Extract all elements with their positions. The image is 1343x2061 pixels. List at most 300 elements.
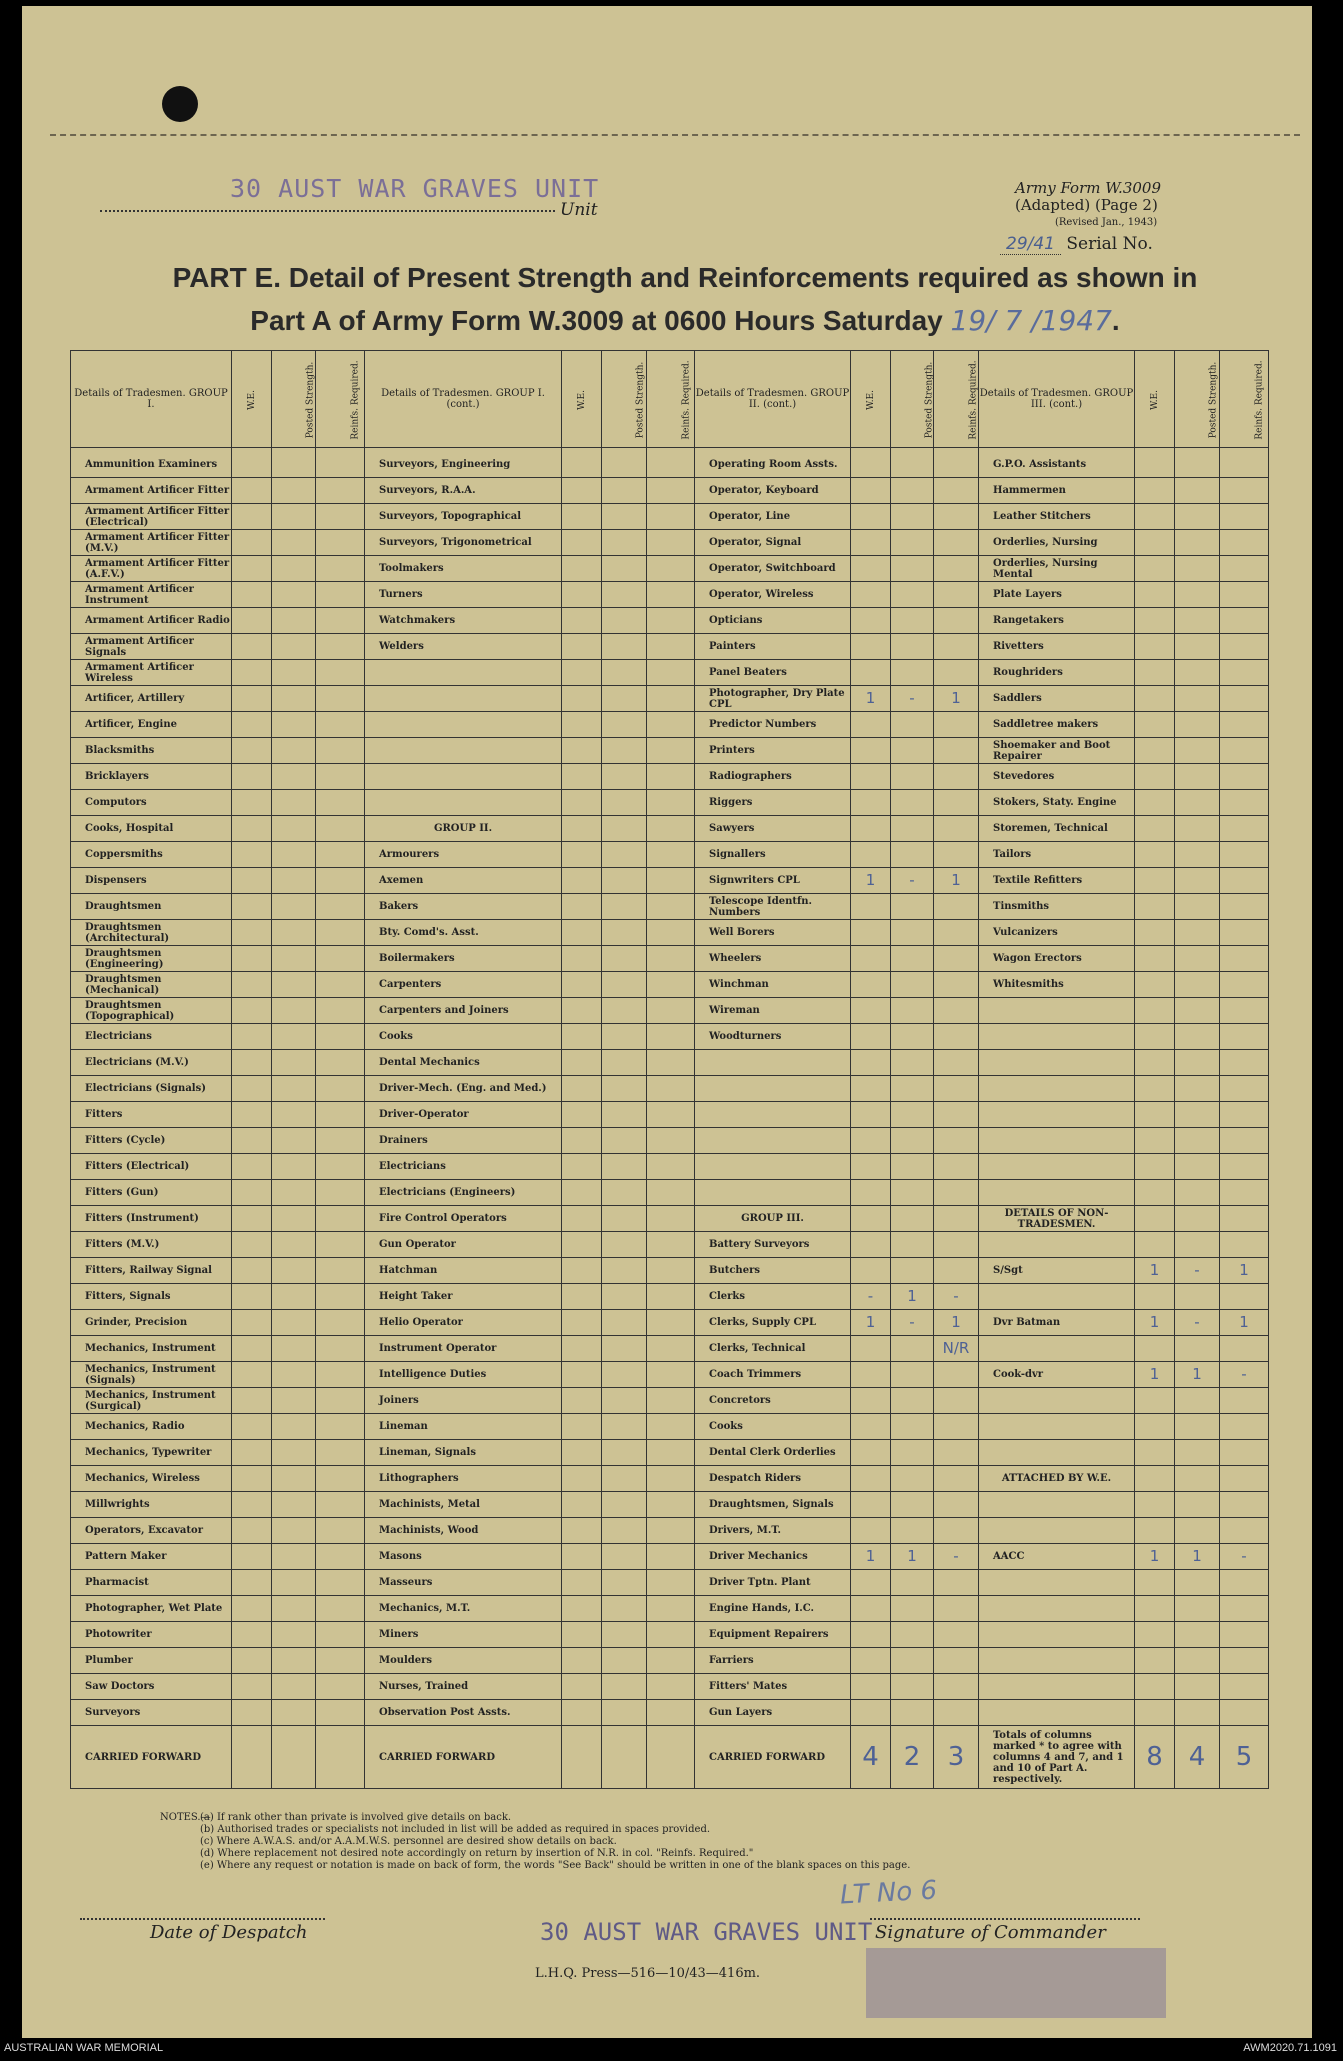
blank-cell xyxy=(562,1414,602,1440)
group-3-cont-trade: S/Sgt xyxy=(979,1258,1135,1284)
cf-we: 4 xyxy=(851,1726,891,1789)
g2-reinfs xyxy=(934,504,979,530)
g2-posted xyxy=(891,1232,934,1258)
g2-posted xyxy=(891,972,934,998)
g2-posted xyxy=(891,660,934,686)
group-3-cont-trade: Cook-dvr xyxy=(979,1362,1135,1388)
g2-posted: - xyxy=(891,868,934,894)
g2-posted xyxy=(891,1466,934,1492)
blank-cell xyxy=(602,1492,647,1518)
blank-cell xyxy=(647,1050,695,1076)
blank-cell xyxy=(232,1648,272,1674)
blank-cell xyxy=(272,712,316,738)
g2-we xyxy=(851,1336,891,1362)
blank-cell xyxy=(647,920,695,946)
group-1-trade: Mechanics, Instrument xyxy=(71,1336,232,1362)
group-3-cont-trade: Tailors xyxy=(979,842,1135,868)
group-1-trade: Fitters (Electrical) xyxy=(71,1154,232,1180)
blank-cell xyxy=(602,894,647,920)
g3-reinfs xyxy=(1220,1154,1269,1180)
g2-reinfs xyxy=(934,1622,979,1648)
total-reinfs: 5 xyxy=(1220,1726,1269,1789)
blank-cell xyxy=(316,1258,365,1284)
blank-cell xyxy=(602,1596,647,1622)
group-2-cont-trade: Opticians xyxy=(695,608,851,634)
g2-reinfs xyxy=(934,660,979,686)
blank-cell xyxy=(232,1674,272,1700)
blank-cell xyxy=(602,1362,647,1388)
group-3-cont-trade: Leather Stitchers xyxy=(979,504,1135,530)
blank-cell xyxy=(562,556,602,582)
g2-reinfs: N/R xyxy=(934,1336,979,1362)
g2-reinfs xyxy=(934,1076,979,1102)
note-b: (b) Authorised trades or specialists not included in list will be added as required in spaces provided. xyxy=(200,1824,711,1835)
group-3-cont-trade xyxy=(979,1336,1135,1362)
group-2-cont-trade: Photographer, Dry Plate CPL xyxy=(695,686,851,712)
blank-cell xyxy=(602,1414,647,1440)
g2-we xyxy=(851,920,891,946)
blank-cell xyxy=(272,1076,316,1102)
blank-cell xyxy=(562,868,602,894)
blank-cell xyxy=(602,556,647,582)
group-1-cont-trade: Fire Control Operators xyxy=(365,1206,562,1232)
blank-cell xyxy=(316,868,365,894)
g3-we xyxy=(1135,660,1175,686)
blank-cell xyxy=(232,1362,272,1388)
g2-reinfs xyxy=(934,790,979,816)
group-1-cont-trade: Carpenters xyxy=(365,972,562,998)
group-1-trade: Fitters, Railway Signal xyxy=(71,1258,232,1284)
header-we: W.E. xyxy=(232,351,272,448)
blank-cell xyxy=(562,920,602,946)
group-2-cont-trade: Fitters' Mates xyxy=(695,1674,851,1700)
group-1-cont-trade: Hatchman xyxy=(365,1258,562,1284)
blank-cell xyxy=(316,1284,365,1310)
g2-we xyxy=(851,530,891,556)
group-3-cont-trade xyxy=(979,1440,1135,1466)
blank-cell xyxy=(562,1310,602,1336)
blank-cell xyxy=(272,1674,316,1700)
header-reinfs: Reinfs. Required. xyxy=(934,351,979,448)
group-2-cont-trade: Equipment Repairers xyxy=(695,1622,851,1648)
group-2-cont-trade: Well Borers xyxy=(695,920,851,946)
table-row xyxy=(71,1336,1269,1362)
group-1-trade: Draughtsmen xyxy=(71,894,232,920)
group-2-cont-trade: Operator, Signal xyxy=(695,530,851,556)
g3-reinfs xyxy=(1220,686,1269,712)
g2-reinfs xyxy=(934,998,979,1024)
group-1-cont-trade xyxy=(365,660,562,686)
g3-posted xyxy=(1175,1024,1220,1050)
g3-reinfs xyxy=(1220,1284,1269,1310)
g3-we xyxy=(1135,1492,1175,1518)
group-2-cont-trade: Dental Clerk Orderlies xyxy=(695,1440,851,1466)
header-we: W.E. xyxy=(851,351,891,448)
blank-cell xyxy=(647,764,695,790)
g3-posted xyxy=(1175,1414,1220,1440)
blank-cell xyxy=(272,738,316,764)
g3-reinfs xyxy=(1220,738,1269,764)
group-1-trade: Mechanics, Instrument (Signals) xyxy=(71,1362,232,1388)
blank-cell xyxy=(272,1310,316,1336)
g2-we xyxy=(851,1622,891,1648)
blank-cell xyxy=(602,712,647,738)
serial-number xyxy=(1000,234,1153,254)
blank-cell xyxy=(272,1154,316,1180)
g2-posted xyxy=(891,1102,934,1128)
blank-cell xyxy=(272,946,316,972)
g3-posted xyxy=(1175,478,1220,504)
group-2-cont-trade: Gun Layers xyxy=(695,1700,851,1726)
group-1-trade: Fitters (M.V.) xyxy=(71,1232,232,1258)
group-1-cont-trade: Armourers xyxy=(365,842,562,868)
blank-cell xyxy=(272,686,316,712)
g3-reinfs xyxy=(1220,504,1269,530)
blank-cell xyxy=(232,998,272,1024)
blank-cell xyxy=(647,1622,695,1648)
group-1-trade: Fitters (Gun) xyxy=(71,1180,232,1206)
group-1-cont-trade: Mechanics, M.T. xyxy=(365,1596,562,1622)
group-1-cont-trade: Surveyors, Trigonometrical xyxy=(365,530,562,556)
group-2-cont-trade: Cooks xyxy=(695,1414,851,1440)
group-3-cont-trade xyxy=(979,1050,1135,1076)
g2-we xyxy=(851,738,891,764)
group-2-cont-trade xyxy=(695,1050,851,1076)
blank-cell xyxy=(316,556,365,582)
blank-cell xyxy=(562,816,602,842)
group-1-cont-trade: Cooks xyxy=(365,1024,562,1050)
table-row xyxy=(71,1180,1269,1206)
group-3-cont-trade: Textile Refitters xyxy=(979,868,1135,894)
blank-cell xyxy=(647,448,695,478)
blank-cell xyxy=(316,1518,365,1544)
g3-we xyxy=(1135,1076,1175,1102)
g3-we xyxy=(1135,946,1175,972)
form-line-2: (Adapted) (Page 2) xyxy=(1015,196,1158,214)
group-1-trade: Photographer, Wet Plate xyxy=(71,1596,232,1622)
blank-cell xyxy=(232,1518,272,1544)
blank-cell xyxy=(647,738,695,764)
group-3-cont-trade xyxy=(979,1414,1135,1440)
title-line-2-text: Part A of Army Form W.3009 at 0600 Hours Saturday xyxy=(250,305,943,336)
group-2-cont-trade xyxy=(695,1154,851,1180)
blank-cell xyxy=(232,1154,272,1180)
blank-cell xyxy=(232,764,272,790)
g2-reinfs xyxy=(934,1258,979,1284)
g3-posted xyxy=(1175,1154,1220,1180)
handwritten-note: LT No 6 xyxy=(839,1875,938,1911)
g2-we xyxy=(851,1180,891,1206)
blank-cell xyxy=(647,1232,695,1258)
g3-reinfs xyxy=(1220,1492,1269,1518)
group-1-trade: Mechanics, Typewriter xyxy=(71,1440,232,1466)
group-2-cont-trade: Riggers xyxy=(695,790,851,816)
group-2-cont-trade: Clerks xyxy=(695,1284,851,1310)
g3-reinfs xyxy=(1220,1622,1269,1648)
group-1-cont-trade: Machinists, Wood xyxy=(365,1518,562,1544)
blank-cell xyxy=(232,1466,272,1492)
header-reinfs: Reinfs. Required. xyxy=(647,351,695,448)
g3-reinfs xyxy=(1220,1024,1269,1050)
blank-cell xyxy=(562,998,602,1024)
blank-cell xyxy=(272,1102,316,1128)
g2-we: 1 xyxy=(851,686,891,712)
blank-cell xyxy=(232,1180,272,1206)
blank-cell xyxy=(647,1206,695,1232)
g2-we xyxy=(851,1102,891,1128)
g2-posted xyxy=(891,1648,934,1674)
blank-cell xyxy=(272,1180,316,1206)
g2-posted xyxy=(891,1622,934,1648)
table-row xyxy=(71,946,1269,972)
group-3-cont-trade: Rivetters xyxy=(979,634,1135,660)
group-1-trade: Electricians (M.V.) xyxy=(71,1050,232,1076)
g3-we xyxy=(1135,1414,1175,1440)
g2-reinfs xyxy=(934,530,979,556)
g2-we: 1 xyxy=(851,1310,891,1336)
group-1-trade: Millwrights xyxy=(71,1492,232,1518)
blank-cell xyxy=(316,998,365,1024)
blank-cell xyxy=(232,894,272,920)
g3-posted xyxy=(1175,582,1220,608)
g2-posted xyxy=(891,1440,934,1466)
g3-we xyxy=(1135,1518,1175,1544)
group-1-trade: Artificer, Engine xyxy=(71,712,232,738)
blank-cell xyxy=(562,1102,602,1128)
blank-cell xyxy=(232,842,272,868)
g3-we xyxy=(1135,972,1175,998)
group-2-cont-trade: Despatch Riders xyxy=(695,1466,851,1492)
g2-posted xyxy=(891,634,934,660)
g2-posted xyxy=(891,998,934,1024)
blank-cell xyxy=(232,1206,272,1232)
group-3-cont-trade xyxy=(979,1154,1135,1180)
blank-cell xyxy=(562,1076,602,1102)
blank-cell xyxy=(562,1284,602,1310)
group-2-cont-trade: Operator, Line xyxy=(695,504,851,530)
g2-posted xyxy=(891,1518,934,1544)
group-2-cont-trade: Winchman xyxy=(695,972,851,998)
blank-cell xyxy=(602,816,647,842)
table-row xyxy=(71,790,1269,816)
blank-cell xyxy=(602,1518,647,1544)
group-3-cont-trade: Whitesmiths xyxy=(979,972,1135,998)
g2-posted xyxy=(891,1362,934,1388)
blank-cell xyxy=(647,582,695,608)
group-3-cont-trade: AACC xyxy=(979,1544,1135,1570)
blank-cell xyxy=(647,1492,695,1518)
blank-cell xyxy=(647,1570,695,1596)
blank-cell xyxy=(272,1128,316,1154)
g3-reinfs xyxy=(1220,998,1269,1024)
group-2-cont-trade: Driver Tptn. Plant xyxy=(695,1570,851,1596)
blank-cell xyxy=(647,504,695,530)
blank-cell xyxy=(602,1258,647,1284)
g2-we xyxy=(851,504,891,530)
g3-posted xyxy=(1175,1518,1220,1544)
blank-cell xyxy=(562,712,602,738)
blank-cell xyxy=(316,712,365,738)
blank-cell xyxy=(647,1648,695,1674)
g3-we xyxy=(1135,1102,1175,1128)
group-1-trade: Fitters (Instrument) xyxy=(71,1206,232,1232)
group-1-trade: Mechanics, Wireless xyxy=(71,1466,232,1492)
group-3-cont-trade: Orderlies, Nursing Mental xyxy=(979,556,1135,582)
g3-posted xyxy=(1175,1492,1220,1518)
blank-cell xyxy=(562,1050,602,1076)
group-2-cont-trade: Signwriters CPL xyxy=(695,868,851,894)
table-row xyxy=(71,868,1269,894)
table-row xyxy=(71,530,1269,556)
total-posted: 4 xyxy=(1175,1726,1220,1789)
table-row xyxy=(71,582,1269,608)
g2-we xyxy=(851,1154,891,1180)
group-2-cont-trade: Signallers xyxy=(695,842,851,868)
blank-cell xyxy=(316,894,365,920)
g3-posted xyxy=(1175,504,1220,530)
blank-cell xyxy=(316,946,365,972)
blank-cell xyxy=(602,608,647,634)
group-1-cont-trade xyxy=(365,790,562,816)
header-posted: Posted Strength. xyxy=(272,351,316,448)
g2-we xyxy=(851,660,891,686)
g2-we xyxy=(851,556,891,582)
blank-cell xyxy=(562,1492,602,1518)
g2-reinfs xyxy=(934,1570,979,1596)
blank-cell xyxy=(562,842,602,868)
blank-cell xyxy=(316,738,365,764)
group-1-cont-trade: Bakers xyxy=(365,894,562,920)
g3-we xyxy=(1135,530,1175,556)
group-1-trade: Electricians (Signals) xyxy=(71,1076,232,1102)
header-reinfs: Reinfs. Required. xyxy=(1220,351,1269,448)
group-1-cont-trade: Instrument Operator xyxy=(365,1336,562,1362)
blank-cell xyxy=(232,1700,272,1726)
g3-posted xyxy=(1175,1180,1220,1206)
g3-posted xyxy=(1175,1466,1220,1492)
g3-we xyxy=(1135,1336,1175,1362)
group-3-cont-trade xyxy=(979,1648,1135,1674)
blank-cell xyxy=(232,448,272,478)
date-value: 19/ 7 /1947 xyxy=(950,304,1112,337)
blank-cell xyxy=(316,608,365,634)
blank-cell xyxy=(562,582,602,608)
g3-reinfs: - xyxy=(1220,1362,1269,1388)
blank-cell xyxy=(272,998,316,1024)
cf-reinfs: 3 xyxy=(934,1726,979,1789)
g2-posted xyxy=(891,1596,934,1622)
group-3-cont-trade: Vulcanizers xyxy=(979,920,1135,946)
g2-reinfs xyxy=(934,1206,979,1232)
blank-cell xyxy=(602,530,647,556)
g3-posted xyxy=(1175,972,1220,998)
header-group-2-cont: Details of Tradesmen. GROUP II. (cont.) xyxy=(695,351,851,448)
g3-we xyxy=(1135,478,1175,504)
blank-cell xyxy=(316,582,365,608)
blank-cell xyxy=(232,1128,272,1154)
g2-we xyxy=(851,1128,891,1154)
group-2-cont-trade: Panel Beaters xyxy=(695,660,851,686)
g2-posted xyxy=(891,1570,934,1596)
g2-we: 1 xyxy=(851,1544,891,1570)
g2-we xyxy=(851,764,891,790)
blank-cell xyxy=(316,1492,365,1518)
table-row xyxy=(71,504,1269,530)
blank-cell xyxy=(272,448,316,478)
table-row xyxy=(71,1700,1269,1726)
group-3-cont-trade xyxy=(979,1674,1135,1700)
blank-cell xyxy=(272,920,316,946)
header-group-3-cont: Details of Tradesmen. GROUP III. (cont.) xyxy=(979,351,1135,448)
table-row xyxy=(71,608,1269,634)
header-group-1-cont: Details of Tradesmen. GROUP I. (cont.) xyxy=(365,351,562,448)
g2-posted xyxy=(891,1128,934,1154)
g3-reinfs xyxy=(1220,582,1269,608)
blank-cell xyxy=(647,1310,695,1336)
blank-cell xyxy=(316,1050,365,1076)
group-2-cont-trade: Concretors xyxy=(695,1388,851,1414)
blank-cell xyxy=(647,1544,695,1570)
g3-we xyxy=(1135,1206,1175,1232)
blank-cell xyxy=(562,1622,602,1648)
blank-cell xyxy=(316,1232,365,1258)
group-1-trade: Blacksmiths xyxy=(71,738,232,764)
archive-credit: AUSTRALIAN WAR MEMORIAL xyxy=(4,2042,164,2054)
group-2-cont-trade: Radiographers xyxy=(695,764,851,790)
g2-reinfs xyxy=(934,478,979,504)
g3-reinfs xyxy=(1220,608,1269,634)
g3-we xyxy=(1135,1596,1175,1622)
blank-cell xyxy=(272,1648,316,1674)
carried-forward-row xyxy=(71,1726,1269,1789)
table-row xyxy=(71,1284,1269,1310)
table-row xyxy=(71,1674,1269,1700)
blank-cell xyxy=(602,1622,647,1648)
table-row xyxy=(71,920,1269,946)
note-a: (a) If rank other than private is involved give details on back. xyxy=(200,1812,512,1823)
group-1-trade: Fitters (Cycle) xyxy=(71,1128,232,1154)
press-mark: L.H.Q. Press—516—10/43—416m. xyxy=(535,1966,761,1981)
group-1-trade: Pharmacist xyxy=(71,1570,232,1596)
table-row xyxy=(71,1128,1269,1154)
g3-we xyxy=(1135,920,1175,946)
group-3-cont-trade: Saddlers xyxy=(979,686,1135,712)
blank-cell xyxy=(562,1388,602,1414)
blank-cell xyxy=(316,686,365,712)
note-d: (d) Where replacement not desired note accordingly on return by insertion of N.R. in col. "Reinfs. Required." xyxy=(200,1848,754,1859)
group-3-cont-trade xyxy=(979,1128,1135,1154)
group-1-cont-trade: Turners xyxy=(365,582,562,608)
blank-cell xyxy=(602,1050,647,1076)
blank-cell xyxy=(647,1076,695,1102)
g3-reinfs xyxy=(1220,1388,1269,1414)
group-1-cont-trade: Moulders xyxy=(365,1648,562,1674)
g3-reinfs xyxy=(1220,920,1269,946)
g3-reinfs xyxy=(1220,1206,1269,1232)
g3-reinfs xyxy=(1220,1180,1269,1206)
form-line-3: (Revised Jan., 1943) xyxy=(1055,217,1158,228)
blank-cell xyxy=(647,1466,695,1492)
g2-posted xyxy=(891,816,934,842)
blank-cell xyxy=(232,1544,272,1570)
group-3-cont-trade xyxy=(979,1024,1135,1050)
table-row xyxy=(71,1388,1269,1414)
g3-we xyxy=(1135,738,1175,764)
g2-we xyxy=(851,1466,891,1492)
group-1-cont-trade: Watchmakers xyxy=(365,608,562,634)
blank-cell xyxy=(602,1440,647,1466)
g2-reinfs xyxy=(934,1024,979,1050)
